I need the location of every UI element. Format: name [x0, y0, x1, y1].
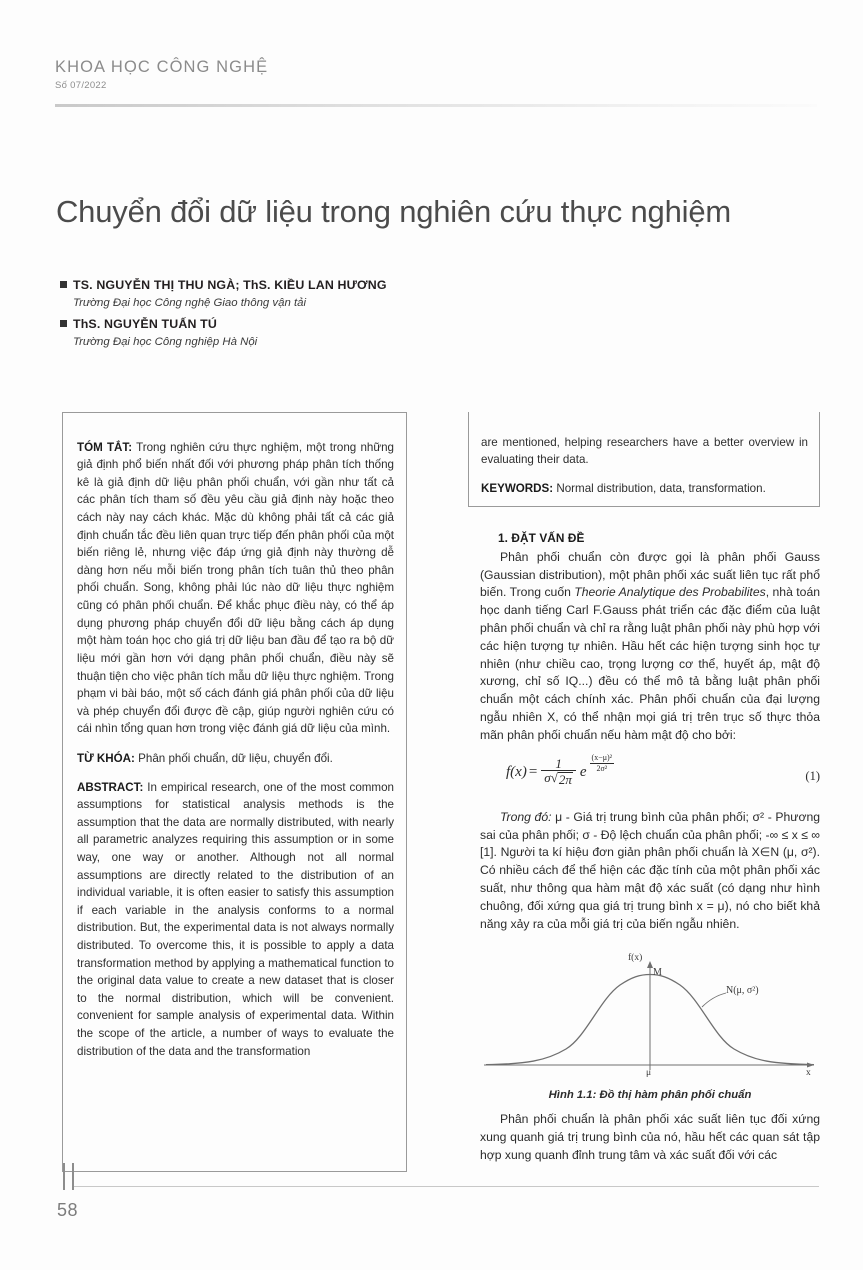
abstract-vi-text: Trong nghiên cứu thực nghiệm, một trong những giả định phổ biến nhất đối với phương pháp phân tích thống kê là giả định dữ liệu phân phối chuẩn, với gần như tất cả các phân tích tham số đều yêu cầu giả định này hoặc theo cách này nay cách khác. Mặc dù không phải tất cả các giả định chuẩn tắc đều liên quan trực tiếp đến phân phối của một biến riêng lẻ, nhưng việc đáp ứng giả định này thường dễ dàng hơn nếu mỗi biến trong phân tích tuân thủ theo phân phối chuẩn. Song, không phải lúc nào dữ liệu thực nghiệm cũng có phân phối chuẩn. Để khắc phục điều này, có thể áp dụng phương pháp chuyển đổi dữ liệu bằng cách áp dụng một hàm toán học cho giá trị dữ liệu ban đầu để tạo ra bộ dữ liệu mới gần hơn với dạng phân phối chuẩn, điều này sẽ thuận tiện cho việc phân tích mẫu dữ liệu thực nghiệm. Trong phạm vi bài báo, một số cách đánh giá phân phối của dữ liệu và phép chuyển đổi được đề cập, giúp người nghiên cứu có cái nhìn tổng quan hơn trong việc đánh giá dữ liệu của mình. — [77, 440, 394, 736]
right-column — [480, 412, 820, 1168]
figure-x-axis-label: x — [806, 1068, 811, 1079]
formula-denominator — [541, 771, 576, 787]
sqrt-radicand: 2π — [558, 772, 572, 788]
abstract-box-right — [468, 412, 820, 507]
keywords-vietnamese — [77, 750, 394, 767]
square-bullet-icon — [60, 281, 67, 288]
figure-peak-label: M — [653, 967, 662, 979]
folio-marker — [63, 1163, 74, 1190]
author-name: ThS. NGUYỄN TUẤN TÚ — [73, 317, 217, 332]
equation-number: (1) — [805, 768, 820, 783]
figure-caption: Hình 1.1: Đồ thị hàm phân phối chuẩn — [548, 1089, 752, 1102]
author-entry — [60, 276, 580, 295]
formula-normal-density — [480, 752, 820, 799]
formula-exp-base: e — [579, 763, 587, 780]
para2-text: μ - Giá trị trung bình của phân phối; σ² - Phương sai của phân phối; σ - Độ lệch chuẩn của phân phối; -∞ ≤ x ≤ ∞ [1]. Người ta kí hiệu đơn giản phân phối chuẩn là X∈N (μ, σ²). Có nhiều cách để thể hiện các đặc tính của một phân phối xác suất, như thông qua hàm mật độ xác suất (có dạng như hình chuông, đối xứng qua giá trị trung bình x = μ), nó cho biết khả năng xảy ra của mỗi giá trị của biến ngẫu nhiên. — [480, 809, 821, 931]
figure-y-axis-label: f(x) — [628, 953, 643, 964]
section1-paragraph-1 — [480, 549, 820, 745]
figure-normal-distribution — [480, 947, 820, 1087]
para2-lead-in: Trong đó: — [500, 809, 552, 824]
abstract-english-continued: are mentioned, helping researchers have a better overview in evaluating their data. — [481, 435, 808, 467]
abstract-vietnamese — [77, 439, 394, 738]
masthead-title: KHOA HỌC CÔNG NGHỆ — [55, 58, 269, 76]
formula-lhs: f(x) — [506, 763, 527, 780]
author-entry — [60, 315, 580, 334]
abstract-box-left — [62, 412, 407, 1172]
square-bullet-icon — [60, 320, 67, 327]
author-name: TS. NGUYỄN THỊ THU NGÀ; ThS. KIỀU LAN HƯƠNG — [73, 278, 387, 292]
footer-rule — [74, 1186, 819, 1187]
callout-leader-line — [702, 993, 726, 1007]
formula-exponent — [590, 754, 615, 773]
para1-book-title: Theorie Analytique des Probabilites — [574, 585, 766, 600]
abstract-en-text: In empirical research, one of the most common assumptions for statistical analysis methods is the assumption that the data are normally distributed, with nearly all parametric analyzes requiring this assumption or in some way, one way or another. Although not all normal assumptions are directly related to the distribution of an individual variable, it is often easier to satisfy this assumption if each variable in the analysis conforms to a normal distribution. But, the experimental data is not always normally distributed. To overcome this, it is possible to apply a data transformation method by applying a mathematical function to the original data value to create a new dataset that is closer to the normal distribution, which will be convenient. convenient for sample analysis of experimental data. Within the scope of the article, a number of ways to evaluate the distribution of the data and the transformation — [77, 780, 394, 1058]
masthead — [55, 58, 655, 91]
sqrt-icon: √ — [550, 770, 558, 786]
keywords-vi-label: TỪ KHÓA: — [77, 751, 135, 765]
section1-paragraph-2 — [480, 809, 820, 934]
normal-curve-svg — [480, 947, 820, 1087]
formula-expression — [506, 752, 614, 788]
sqrt-group — [551, 771, 573, 787]
exponent-numerator: (x−μ)² — [591, 752, 613, 762]
keywords-english — [481, 480, 808, 497]
page-number: 58 — [57, 1200, 79, 1220]
author-block — [60, 276, 580, 354]
author-affiliation: Trường Đại học Công nghệ Giao thông vận tải — [73, 296, 306, 309]
section1-paragraph-3: Phân phối chuẩn là phân phối xác suất liên tục đối xứng xung quanh giá trị trung bình của nó, hầu hết các quan sát tập hợp xung quanh đỉnh trung tâm và xác suất đối với các — [480, 1112, 820, 1163]
page-title: Chuyển đổi dữ liệu trong nghiên cứu thực nghiệm — [56, 193, 731, 229]
keywords-en-text: Normal distribution, data, transformation. — [553, 482, 766, 496]
author-affiliation: Trường Đại học Công nghiệp Hà Nội — [73, 335, 258, 348]
figure-x-tick-label: μ — [646, 1068, 652, 1079]
denominator-sigma: σ — [544, 770, 551, 786]
figure-curve-label: N(μ, σ²) — [726, 985, 759, 997]
masthead-issue: Số 07/2022 — [55, 80, 107, 91]
formula-numerator: 1 — [555, 755, 562, 771]
abstract-en-label: ABSTRACT: — [77, 780, 144, 794]
formula-equals: = — [528, 763, 538, 780]
section-heading-1: 1. ĐẶT VẤN ĐỀ — [498, 530, 585, 545]
exponent-denominator: 2σ² — [596, 763, 608, 773]
abstract-vi-label: TÓM TẮT: — [77, 440, 133, 454]
keywords-vi-text: Phân phối chuẩn, dữ liệu, chuyển đổi. — [134, 751, 333, 765]
para1-part-a: Phân phối chuẩn còn được gọi là phân phối Gauss (Gaussian distribution), một phân phối xác suất liên tục rất phổ biến. Trong cuốn — [480, 549, 820, 600]
abstract-english — [77, 779, 394, 1061]
masthead-rule — [55, 104, 817, 107]
formula-fraction — [541, 757, 576, 788]
keywords-en-label: KEYWORDS: — [481, 482, 554, 496]
para1-part-b: , nhà toán học danh tiếng Carl F.Gauss phát triển các đặc điểm của luật phân phối chuẩn và chỉ ra rằng luật phân phối này phù hợp với các hiện tượng tự nhiên. Hầu hết các hiện tượng sinh học tự nhiên (như chiều cao, trọng lượng cơ thể, huyết áp, mật độ xương, chỉ số IQ...) đều có thể mô tả bằng luật phân phối chuẩn một cách chính xác. Phân phối chuẩn của đại lượng ngẫu nhiên X, có thể nhận mọi giá trị trên trục số thực thỏa mãn phân phối chuẩn nếu hàm mật độ cho bởi: — [480, 585, 820, 742]
